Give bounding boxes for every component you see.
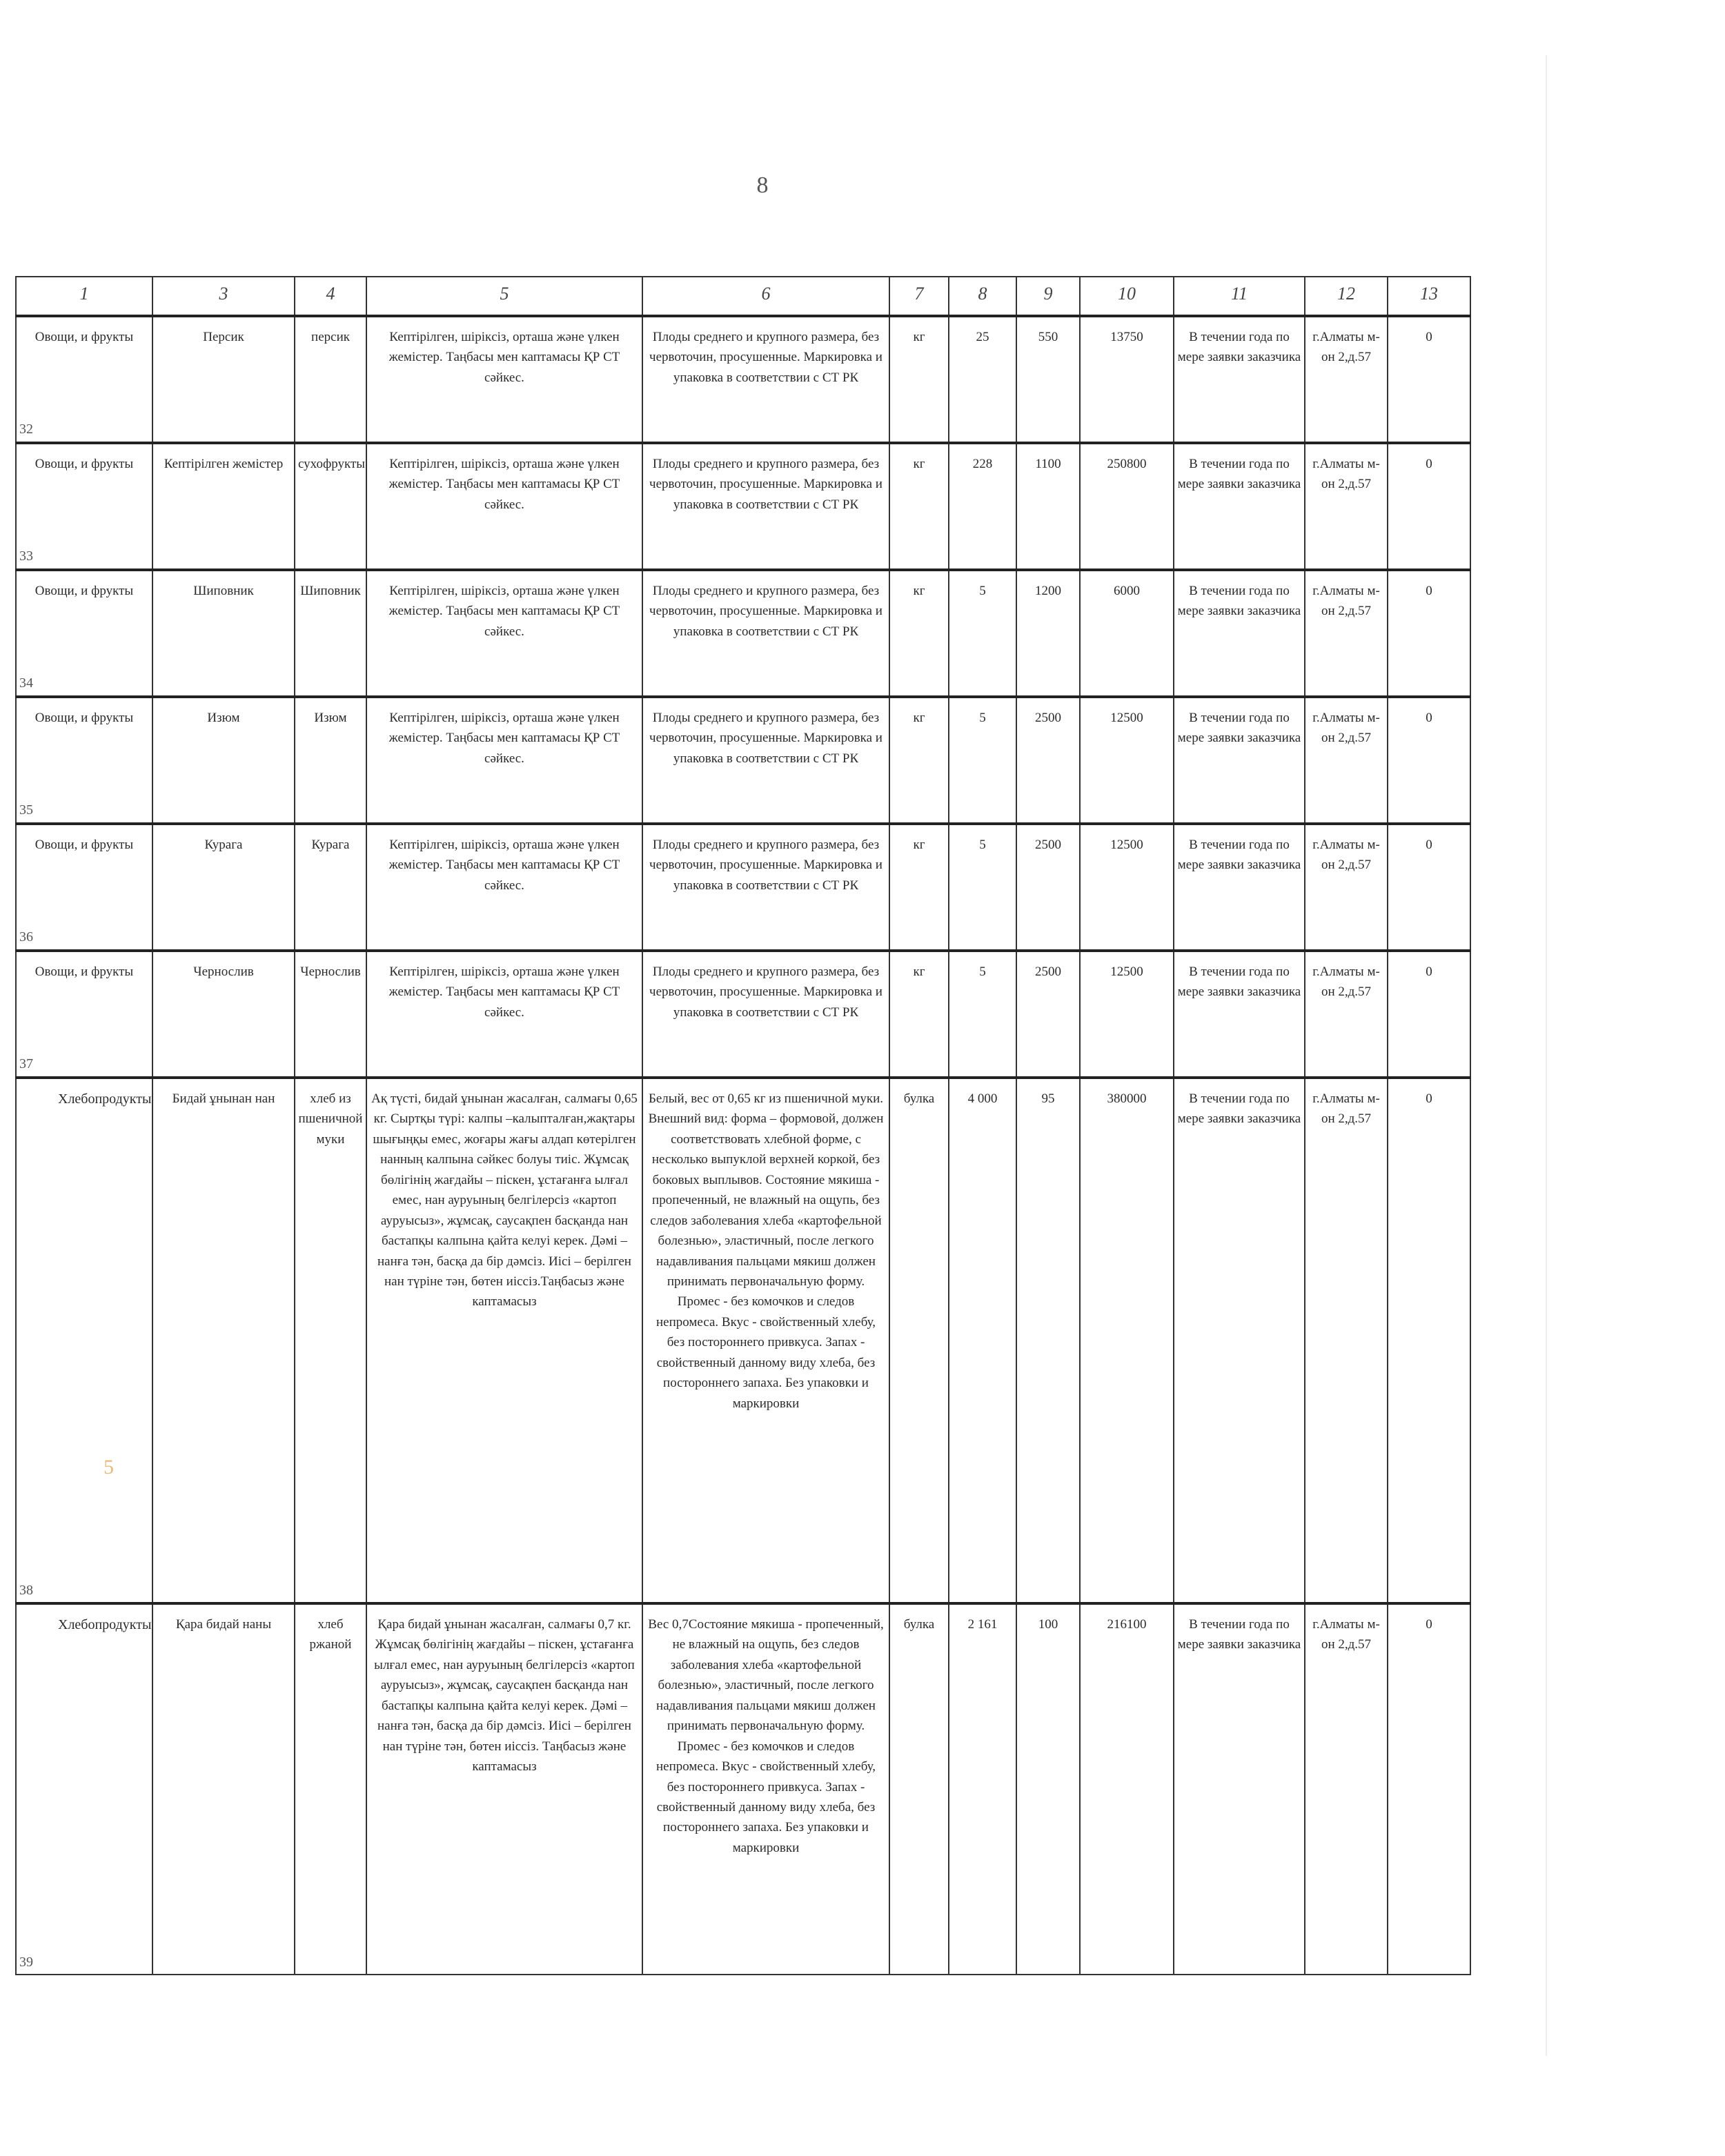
- row-number: 39: [19, 1955, 33, 1970]
- name-ru-cell: хлеб из пшеничной муки: [295, 1078, 366, 1603]
- page-number: 8: [756, 172, 769, 198]
- desc-ru-cell: Плоды среднего и крупного размера, без червоточин, просушенные. Маркировка и упаковка в соответствии с СТ РК: [642, 697, 889, 824]
- category-text: Овощи, и фрукты: [34, 457, 134, 471]
- qty-cell: 2 161: [949, 1603, 1016, 1975]
- price-cell: 2500: [1016, 951, 1080, 1078]
- sum-cell: 12500: [1080, 824, 1174, 951]
- price-cell: 1100: [1016, 443, 1080, 570]
- category-cell: [16, 824, 152, 951]
- row-number: 36: [19, 929, 33, 945]
- sum-cell: 380000: [1080, 1078, 1174, 1603]
- column-header: 10: [1080, 277, 1174, 316]
- qty-cell: 5: [949, 570, 1016, 697]
- price-cell: 100: [1016, 1603, 1080, 1975]
- unit-cell: булка: [889, 1078, 949, 1603]
- column-header: 5: [366, 277, 642, 316]
- advance-cell: 0: [1388, 1603, 1470, 1975]
- category-text: Овощи, и фрукты: [34, 838, 134, 852]
- scan-edge-line: [1546, 55, 1547, 2056]
- table-row: [16, 570, 1470, 697]
- unit-cell: кг: [889, 443, 949, 570]
- desc-kz-cell: Ақ түсті, бидай ұнынан жасалған, салмағы 0,65 кг. Сыртқы түрі: калпы –калыпталған,жақтары шығыңқы емес, жоғары жағы алдап көтерілген нанның калпына сәйкес болуы тиіс. Жұмсақ бөлігінің жағдайы – піскен, ұстағанға ылғал емес, нан ауруының белгілерсіз «картоп ауруысыз», жұмсақ, саусақпен басқанда нан бастапқы калпына қайта келуі керек. Дәмі – нанға тән, басқа да бір дәмсіз. Иісі – берілген нан түріне тән, бөтен иіссіз.Таңбасыз және каптамасыз: [366, 1078, 642, 1603]
- delivery-cell: В течении года по мере заявки заказчика: [1174, 951, 1305, 1078]
- desc-ru-cell: Плоды среднего и крупного размера, без червоточин, просушенные. Маркировка и упаковка в соответствии с СТ РК: [642, 824, 889, 951]
- place-cell: г.Алматы м-он 2,д.57: [1305, 824, 1388, 951]
- qty-cell: 25: [949, 316, 1016, 443]
- sum-cell: 6000: [1080, 570, 1174, 697]
- desc-kz-cell: Қара бидай ұнынан жасалған, салмағы 0,7 кг. Жұмсақ бөлігінің жағдайы – піскен, ұстағанға ылғал емес, нан ауруының белгілерсіз «картоп ауруысыз», жұмсақ, саусақпен басқанда нан бастапқы калпына қайта келуі керек. Дәмі – нанға тән, басқа да бір дәмсіз. Иісі – берілген нан түріне тән, бөтен иіссіз. Таңбасыз және каптамасыз: [366, 1603, 642, 1975]
- category-text: Овощи, и фрукты: [34, 584, 134, 598]
- table-row: [16, 1078, 1470, 1603]
- column-header: 7: [889, 277, 949, 316]
- table-row: [16, 1603, 1470, 1975]
- name-kz-cell: Бидай ұнынан нан: [152, 1078, 295, 1603]
- column-header: 6: [642, 277, 889, 316]
- column-header: 12: [1305, 277, 1388, 316]
- row-number: 35: [19, 802, 33, 818]
- category-cell: [16, 1603, 152, 1975]
- name-kz-cell: Шиповник: [152, 570, 295, 697]
- advance-cell: 0: [1388, 697, 1470, 824]
- header-row: [16, 277, 1470, 316]
- name-kz-cell: Персик: [152, 316, 295, 443]
- column-header: 9: [1016, 277, 1080, 316]
- name-kz-cell: Курага: [152, 824, 295, 951]
- price-cell: 1200: [1016, 570, 1080, 697]
- sum-cell: 250800: [1080, 443, 1174, 570]
- delivery-cell: В течении года по мере заявки заказчика: [1174, 824, 1305, 951]
- qty-cell: 5: [949, 951, 1016, 1078]
- category-cell: [16, 697, 152, 824]
- place-cell: г.Алматы м-он 2,д.57: [1305, 1603, 1388, 1975]
- table-row: [16, 316, 1470, 443]
- row-number: 34: [19, 675, 33, 691]
- unit-cell: кг: [889, 824, 949, 951]
- desc-ru-cell: Плоды среднего и крупного размера, без червоточин, просушенные. Маркировка и упаковка в соответствии с СТ РК: [642, 443, 889, 570]
- category-cell: [16, 443, 152, 570]
- desc-kz-cell: Кептірілген, шірікcіз, орташа және үлкен жемістер. Таңбасы мен каптамасы ҚР СТ сәйкес.: [366, 316, 642, 443]
- advance-cell: 0: [1388, 443, 1470, 570]
- unit-cell: кг: [889, 316, 949, 443]
- column-header: 11: [1174, 277, 1305, 316]
- price-cell: 95: [1016, 1078, 1080, 1603]
- stamp-mark: 5: [103, 1456, 114, 1478]
- desc-ru-cell: Белый, вес от 0,65 кг из пшеничной муки. Внешний вид: форма – формовой, должен соответствовать хлебной форме, с несколько выпуклой верхней коркой, без боковых выплывов. Состояние мякиша - пропеченный, не влажный на ощупь, без следов заболевания хлеба «картофельной болезнью», эластичный, после легкого надавливания пальцами мякиш должен принимать первоначальную форму. Промес - без комочков и следов непромеса. Вкус - свойственный хлебу, без постороннего привкуса. Запах - свойственный данному виду хлеба, без постороннего запаха. Без упаковки и маркировки: [642, 1078, 889, 1603]
- sum-cell: 13750: [1080, 316, 1174, 443]
- place-cell: г.Алматы м-он 2,д.57: [1305, 951, 1388, 1078]
- desc-ru-cell: Плоды среднего и крупного размера, без червоточин, просушенные. Маркировка и упаковка в соответствии с СТ РК: [642, 316, 889, 443]
- category-text: Овощи, и фрукты: [34, 330, 134, 344]
- category-text: Овощи, и фрукты: [34, 711, 134, 725]
- qty-cell: 4 000: [949, 1078, 1016, 1603]
- delivery-cell: В течении года по мере заявки заказчика: [1174, 443, 1305, 570]
- column-header: 8: [949, 277, 1016, 316]
- row-number: 38: [19, 1583, 33, 1598]
- advance-cell: 0: [1388, 1078, 1470, 1603]
- name-ru-cell: Шиповник: [295, 570, 366, 697]
- delivery-cell: В течении года по мере заявки заказчика: [1174, 697, 1305, 824]
- column-header: 13: [1388, 277, 1470, 316]
- price-cell: 550: [1016, 316, 1080, 443]
- place-cell: г.Алматы м-он 2,д.57: [1305, 697, 1388, 824]
- category-text: Хлебопродукты: [58, 1091, 152, 1107]
- price-cell: 2500: [1016, 824, 1080, 951]
- category-text: Хлебопродукты: [58, 1617, 152, 1632]
- price-cell: 2500: [1016, 697, 1080, 824]
- category-cell: [16, 570, 152, 697]
- place-cell: г.Алматы м-он 2,д.57: [1305, 570, 1388, 697]
- unit-cell: кг: [889, 951, 949, 1078]
- desc-ru-cell: Плоды среднего и крупного размера, без червоточин, просушенные. Маркировка и упаковка в соответствии с СТ РК: [642, 951, 889, 1078]
- column-header: 4: [295, 277, 366, 316]
- category-cell: [16, 1078, 152, 1603]
- sum-cell: 12500: [1080, 951, 1174, 1078]
- desc-ru-cell: Плоды среднего и крупного размера, без червоточин, просушенные. Маркировка и упаковка в соответствии с СТ РК: [642, 570, 889, 697]
- delivery-cell: В течении года по мере заявки заказчика: [1174, 316, 1305, 443]
- name-kz-cell: Изюм: [152, 697, 295, 824]
- category-cell: [16, 316, 152, 443]
- procurement-table: [15, 276, 1471, 1975]
- unit-cell: кг: [889, 697, 949, 824]
- name-kz-cell: Қара бидай наны: [152, 1603, 295, 1975]
- table-row: [16, 951, 1470, 1078]
- desc-kz-cell: Кептірілген, шірікcіз, орташа және үлкен жемістер. Таңбасы мен каптамасы ҚР СТ сәйкес.: [366, 570, 642, 697]
- desc-kz-cell: Кептірілген, шірікcіз, орташа және үлкен жемістер. Таңбасы мен каптамасы ҚР СТ сәйкес.: [366, 443, 642, 570]
- sum-cell: 216100: [1080, 1603, 1174, 1975]
- place-cell: г.Алматы м-он 2,д.57: [1305, 316, 1388, 443]
- qty-cell: 228: [949, 443, 1016, 570]
- place-cell: г.Алматы м-он 2,д.57: [1305, 1078, 1388, 1603]
- name-ru-cell: Чернослив: [295, 951, 366, 1078]
- delivery-cell: В течении года по мере заявки заказчика: [1174, 570, 1305, 697]
- advance-cell: 0: [1388, 824, 1470, 951]
- sum-cell: 12500: [1080, 697, 1174, 824]
- table-row: [16, 697, 1470, 824]
- advance-cell: 0: [1388, 316, 1470, 443]
- advance-cell: 0: [1388, 570, 1470, 697]
- delivery-cell: В течении года по мере заявки заказчика: [1174, 1078, 1305, 1603]
- qty-cell: 5: [949, 697, 1016, 824]
- desc-kz-cell: Кептірілген, шірікcіз, орташа және үлкен жемістер. Таңбасы мен каптамасы ҚР СТ сәйкес.: [366, 697, 642, 824]
- name-ru-cell: сухофрукты: [295, 443, 366, 570]
- category-cell: [16, 951, 152, 1078]
- name-ru-cell: персик: [295, 316, 366, 443]
- advance-cell: 0: [1388, 951, 1470, 1078]
- name-ru-cell: Изюм: [295, 697, 366, 824]
- desc-kz-cell: Кептірілген, шірікcіз, орташа және үлкен жемістер. Таңбасы мен каптамасы ҚР СТ сәйкес.: [366, 951, 642, 1078]
- row-number: 32: [19, 422, 33, 437]
- delivery-cell: В течении года по мере заявки заказчика: [1174, 1603, 1305, 1975]
- desc-ru-cell: Вес 0,7Состояние мякиша - пропеченный, не влажный на ощупь, без следов заболевания хлеба «картофельной болезнью», эластичный, после легкого надавливания пальцами мякиш должен принимать первоначальную форму. Промес - без комочков и следов непромеса. Вкус - свойственный хлебу, без постороннего привкуса. Запах - свойственный данному виду хлеба, без постороннего запаха. Без упаковки и маркировки: [642, 1603, 889, 1975]
- row-number: 37: [19, 1056, 33, 1071]
- unit-cell: булка: [889, 1603, 949, 1975]
- name-ru-cell: хлеб ржаной: [295, 1603, 366, 1975]
- table-row: [16, 824, 1470, 951]
- row-number: 33: [19, 548, 33, 564]
- column-header: 3: [152, 277, 295, 316]
- table-row: [16, 443, 1470, 570]
- place-cell: г.Алматы м-он 2,д.57: [1305, 443, 1388, 570]
- unit-cell: кг: [889, 570, 949, 697]
- column-header: 1: [16, 277, 152, 316]
- qty-cell: 5: [949, 824, 1016, 951]
- category-text: Овощи, и фрукты: [34, 965, 134, 979]
- name-kz-cell: Чернослив: [152, 951, 295, 1078]
- name-kz-cell: Кептірілген жемістер: [152, 443, 295, 570]
- name-ru-cell: Курага: [295, 824, 366, 951]
- desc-kz-cell: Кептірілген, шірікcіз, орташа және үлкен жемістер. Таңбасы мен каптамасы ҚР СТ сәйкес.: [366, 824, 642, 951]
